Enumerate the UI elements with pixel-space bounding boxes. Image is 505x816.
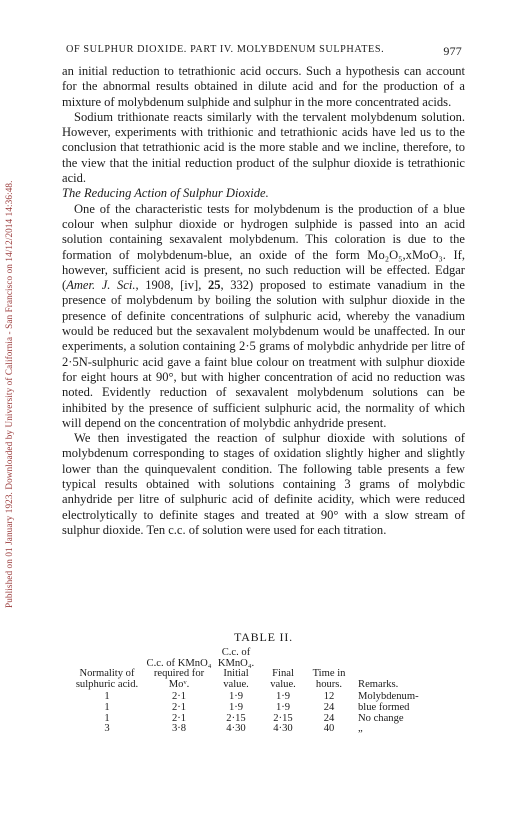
header-normality: Normality of sulphuric acid. [75,668,139,690]
cell-final: 2·15 [273,712,293,724]
header-remarks: Remarks. [358,678,399,690]
header-final: Final value. [270,668,296,690]
cell-time: 24 [323,701,335,713]
page-number: 977 [443,44,462,58]
cell-initial: 1·9 [228,691,244,703]
header-initial: C.c. of KMnO₄. Initial value. [217,647,255,690]
running-title: OF SULPHUR DIOXIDE. PART IV. MOLYBDENUM SULPHATES. [66,44,385,55]
paragraph-2: Sodium trithionate reacts similarly with the tervalent molybdenum solution. However, experiments with trithionic and tetrathionic acids have led us to the conclusion that tetrathionic acid is the more stable and we incline, therefore, to the view that the initial reduction product of the sulphur dioxide is tetrathionic acid. [62,109,465,186]
cell-initial: 1·9 [228,701,244,713]
p3-volume: 25 [207,278,221,293]
table-row [68,714,432,725]
cell-time: 24 [323,712,335,724]
cell-remarks: Molybdenum- [358,691,419,703]
cell-time: 40 [323,723,335,735]
cell-normality: 1 [104,691,110,703]
cell-normality: 1 [104,712,110,724]
cell-final: 1·9 [275,701,291,713]
cell-remarks: No change [358,712,404,724]
body-text [62,64,465,538]
table-row [68,703,432,714]
download-watermark-text: Published on 01 January 1923. Downloaded by University of California - San Francisco on 14/12/2014 14:36:48. [4,180,14,608]
cell-required: 2·1 [171,691,187,703]
table-caption: TABLE II. [234,630,293,644]
p3-text-b: If, however, sufficient acid is present, no such reduction will be effected. Edgar ( [62,247,465,293]
table-header-row [68,648,432,692]
cell-remarks: blue formed [358,701,410,713]
cell-required: 3·8 [171,723,187,735]
p3-text-a: One of the characteristic tests for molybdenum is the production of a blue colour when sulphur dioxide or hydrogen sulphide is passed into an acid solution containing sexavalent molybdenum. This coloration is due to the formation of molybdenum-blue, an oxide of the form [62,201,465,262]
cell-initial: 4·30 [226,723,246,735]
section-title: The Reducing Action of Sulphur Dioxide. [62,186,269,201]
cell-final: 4·30 [273,723,293,735]
cell-remarks: „ [358,723,363,735]
cell-normality: 3 [104,723,110,735]
paragraph-3 [62,202,465,431]
header-required: C.c. of KMnO₄ required for Moᵛ. [146,657,212,690]
p3-journal: Amer. J. Sci. [66,278,136,293]
p3-formula: Mo₂O₅,xMoO₃. [367,247,446,262]
download-watermark [4,48,16,608]
cell-required: 2·1 [171,712,187,724]
paragraph-1: an initial reduction to tetrathionic acid occurs. Such a hypothesis can account for the abnormal results obtained in dilute acid and for the production of a mixture of molybdenum sulphide and sulphur in the more concentrated acids. [62,64,465,109]
cell-normality: 1 [104,701,110,713]
p3-text-c: , 1908, [iv], [135,278,208,293]
running-header [66,44,462,59]
p3-text-d: , 332) proposed to estimate vanadium in the presence of molybdenum by boiling the solution with sulphur dioxide in the presence of definite concentrations of sulphuric acid, whereby the vanadium would be reduced but the sexavalent molybdenum would be unaffected. In our experiments, a solution containing 2·5 grams of molybdic anhydride per litre of 2·5N-sulphuric acid gave a faint blue colour on treatment with sulphur dioxide for eight hours at 90°, but with higher concentration of acid no reduction was noted. Evidently reduction of sexavalent molybdenum solutions can be inhibited by the presence of sufficient sulphuric acid, the normality of which will depend on the concentration of molybdic anhydride present. [62,278,465,430]
cell-required: 2·1 [171,701,187,713]
results-table [68,648,432,735]
table-row [68,724,432,735]
header-time: Time in hours. [312,668,346,690]
cell-initial: 2·15 [226,712,246,724]
cell-time: 12 [323,691,335,703]
cell-final: 1·9 [275,691,291,703]
paragraph-4: We then investigated the reaction of sulphur dioxide with solutions of molybdenum corresponding to stages of oxidation slightly higher and slightly lower than the quinquevalent condition. The following table presents a few typical results obtained with solutions containing 3 grams of molybdic anhydride per litre of sulphuric acid of definite acidity, which were reduced electrolytically to definite stages and treated at 90° with a slow stream of sulphur dioxide. Ten c.c. of solution were used for each titration. [62,431,465,537]
